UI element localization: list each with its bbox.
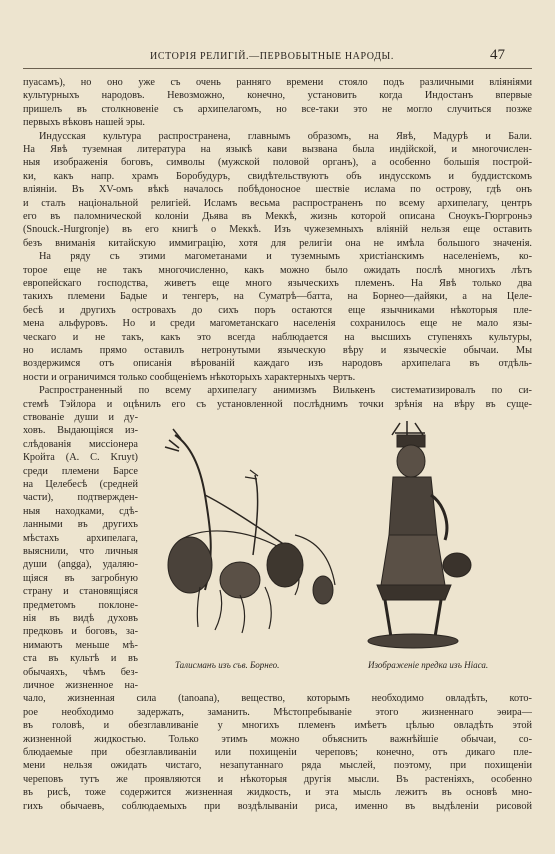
text-line: ховъ. Выдающіяся из- (23, 425, 138, 437)
text-line: вліяніи. Въ XV-омъ вѣкѣ началось побѣдоносное шествіе ислама по острову, гдѣ онъ (23, 184, 532, 196)
text-line: ланными въ другихъ (23, 519, 138, 531)
text-line: торое еще не такъ многочисленно, какъ можно было ожидать послѣ многихъ лѣтъ (23, 264, 532, 276)
text-line: культурныхъ народовъ. Невозможно, конечно, установить когда Индостанъ впервые (23, 90, 532, 102)
text-line: въ головѣ, и обезглавливаніе у многихъ племенъ имѣетъ цѣлью овладѣть этой (23, 720, 532, 732)
text-line: ствованіе души и ду- (23, 412, 138, 423)
text-line: череповъ тутъ же проявляются и нѣкоторыя другія мысли. Въ растеніяхъ, особенно (23, 773, 532, 785)
text-line: Индусская культура распространена, главнымъ образомъ, на Явѣ, Мадурѣ и Бали. (39, 130, 532, 142)
text-line: предметомъ поклоне- (23, 599, 138, 611)
text-line: воздержимся отъ описанія вѣрованій каждаго изъ народовъ архипелага въ отдѣль- (23, 358, 532, 370)
text-line: пуасамъ), но оно уже съ очень ранняго времени стояло подъ различными вліяніями (23, 77, 532, 88)
page-number: 47 (490, 47, 505, 63)
text-line: мена альфуровъ. Но и среди магометанскаго населенія сохранилось еще не мало язы- (23, 318, 532, 330)
text-line: части), подтвержден- (23, 492, 138, 504)
text-line: предковъ и боговъ, за- (23, 626, 138, 638)
text-line: ста въ культѣ и въ (23, 653, 138, 665)
text-line: но исламъ прямо оставилъ нетронутыми языческую вѣру и языческіе обычаи. Мы (23, 345, 532, 356)
text-line: пришелъ въ столкновеніе съ архипелагомъ, но все-таки это не могло случиться позже (23, 103, 532, 115)
text-line: ки, какъ напр. храмъ Боробудуръ, свидѣтельствуютъ объ индусскомъ и буддистскомъ (23, 170, 532, 182)
text-line: безъ вниманія китайскую иммиграцію, хотя для религіи она не имѣла большого значенія. (23, 237, 532, 249)
text-line: выяснили, что личныя (23, 546, 138, 557)
engraving-illustration (145, 415, 540, 653)
text-line: Кройта (А. С. Kruyt) (23, 452, 138, 464)
text-line: стемѣ Тэйлора и оцѣнилъ его съ установленной послѣднимъ точки зрѣнія на вѣру въ суще- (23, 398, 532, 410)
ancestor-figure-drawing (368, 421, 471, 648)
text-line: жизненной жидкостью. Только этимъ можно объяснить важнѣйшіе обычаи, со- (23, 733, 532, 745)
text-line: личное жизненное на- (23, 680, 138, 691)
text-line: обычаяхъ, чѣмъ без- (23, 666, 138, 678)
text-line: его въ паломнической колоніи Дьява въ Меккѣ, жизнь которой описана Сноукъ-Гюргроньэ (23, 211, 532, 222)
text-line: На Явѣ туземная литература на языкѣ кави вызвана была индійской, и многочислен- (23, 144, 532, 155)
text-line: на Целебесѣ (средней (23, 479, 138, 490)
text-line: бесѣ и другихъ островахъ до сихъ поръ остаются еще язычниками нѣкоторыя пле- (23, 304, 532, 316)
text-line: первыхъ вѣковъ нашей эры. (23, 117, 145, 129)
text-line: ныя находками, сдѣ- (23, 505, 138, 517)
figure-caption-left: Талисманъ изъ съв. Борнео. (175, 660, 280, 670)
text-line: мѣстахъ архипелага, (23, 532, 138, 544)
text-line: (Snouck.-Hurgronje) въ его книгѣ о Меккѣ. Изъ чужеземныхъ вліяній нельзя еще оставить (23, 224, 532, 236)
text-line: такихъ племени Бадые и тенгеръ, на Суматрѣ—батта, на Борнео—дайяки, а на Целе- (23, 291, 532, 303)
header-rule (23, 68, 532, 69)
text-line: На ряду съ этими магометанами и туземнымъ христіанскимъ населеніемъ, ко- (39, 251, 532, 263)
text-line: Распространенный по всему архипелагу анимизмъ Вилькенъ систематизировалъ по си- (39, 385, 532, 397)
text-line: блюдаемые при обезглавливаніи или похищеніи череповъ; конечно, отъ дикаго пле- (23, 747, 532, 758)
text-line: и сталъ національной религіей. Исламъ весьма распространенъ по всему архипелагу, центръ (23, 197, 532, 209)
text-line: ческаго и не такъ, какъ это всегда наблюдается на высшихъ ступеняхъ культуры, (23, 331, 532, 343)
figure-caption-right: Изображеніе предка изъ Ніаса. (368, 660, 489, 670)
talisman-drawing (165, 429, 335, 633)
text-line: гихъ обычаевъ, соблюдаемыхъ при воздѣлываніи риса, именно въ выдѣленіи рисовой (23, 800, 532, 812)
text-line: среди племени Барсе (23, 465, 138, 477)
text-line: нія въ видѣ духовъ (23, 613, 138, 624)
text-line: чало, жизненная сила (tanoana), вещество, которымъ необходимо овладѣть, кото- (23, 693, 532, 705)
running-title: ИСТОРІЯ РЕЛИГІЙ.—ПЕРВОБЫТНЫЕ НАРОДЫ. (150, 51, 394, 62)
text-line: рое необходимо задержать, заманить. Мѣстопребываніе этого жизненнаго эѳира— (23, 706, 532, 718)
text-line: слѣдованія миссіонера (23, 438, 138, 450)
text-line: страну и становящіяся (23, 586, 138, 598)
text-line: въ рисѣ, тоже содержится жизненная жидкость, и эта мысль лежитъ въ основѣ мно- (23, 787, 532, 799)
text-line: мени нельзя ожидать чистаго, незапутаннаго ряда мыслей, поэтому, при похищеніи (23, 760, 532, 772)
running-header (0, 47, 555, 68)
text-line: щіяся въ загробную (23, 572, 138, 584)
text-line: европейскаго господства, живетъ еще много языческихъ племенъ. На Явѣ только два (23, 278, 532, 289)
figure-illustration (145, 415, 540, 653)
text-line: нимаютъ меньше мѣ- (23, 639, 138, 651)
text-line: ности и ограничимся только сообщеніемъ нѣкоторыхъ характерныхъ чертъ. (23, 371, 356, 383)
text-line: души (angga), удаляю- (23, 559, 138, 571)
text-line: ныя изображенія боговъ, символы (мужской половой органъ), а особенно большія построй- (23, 157, 532, 169)
